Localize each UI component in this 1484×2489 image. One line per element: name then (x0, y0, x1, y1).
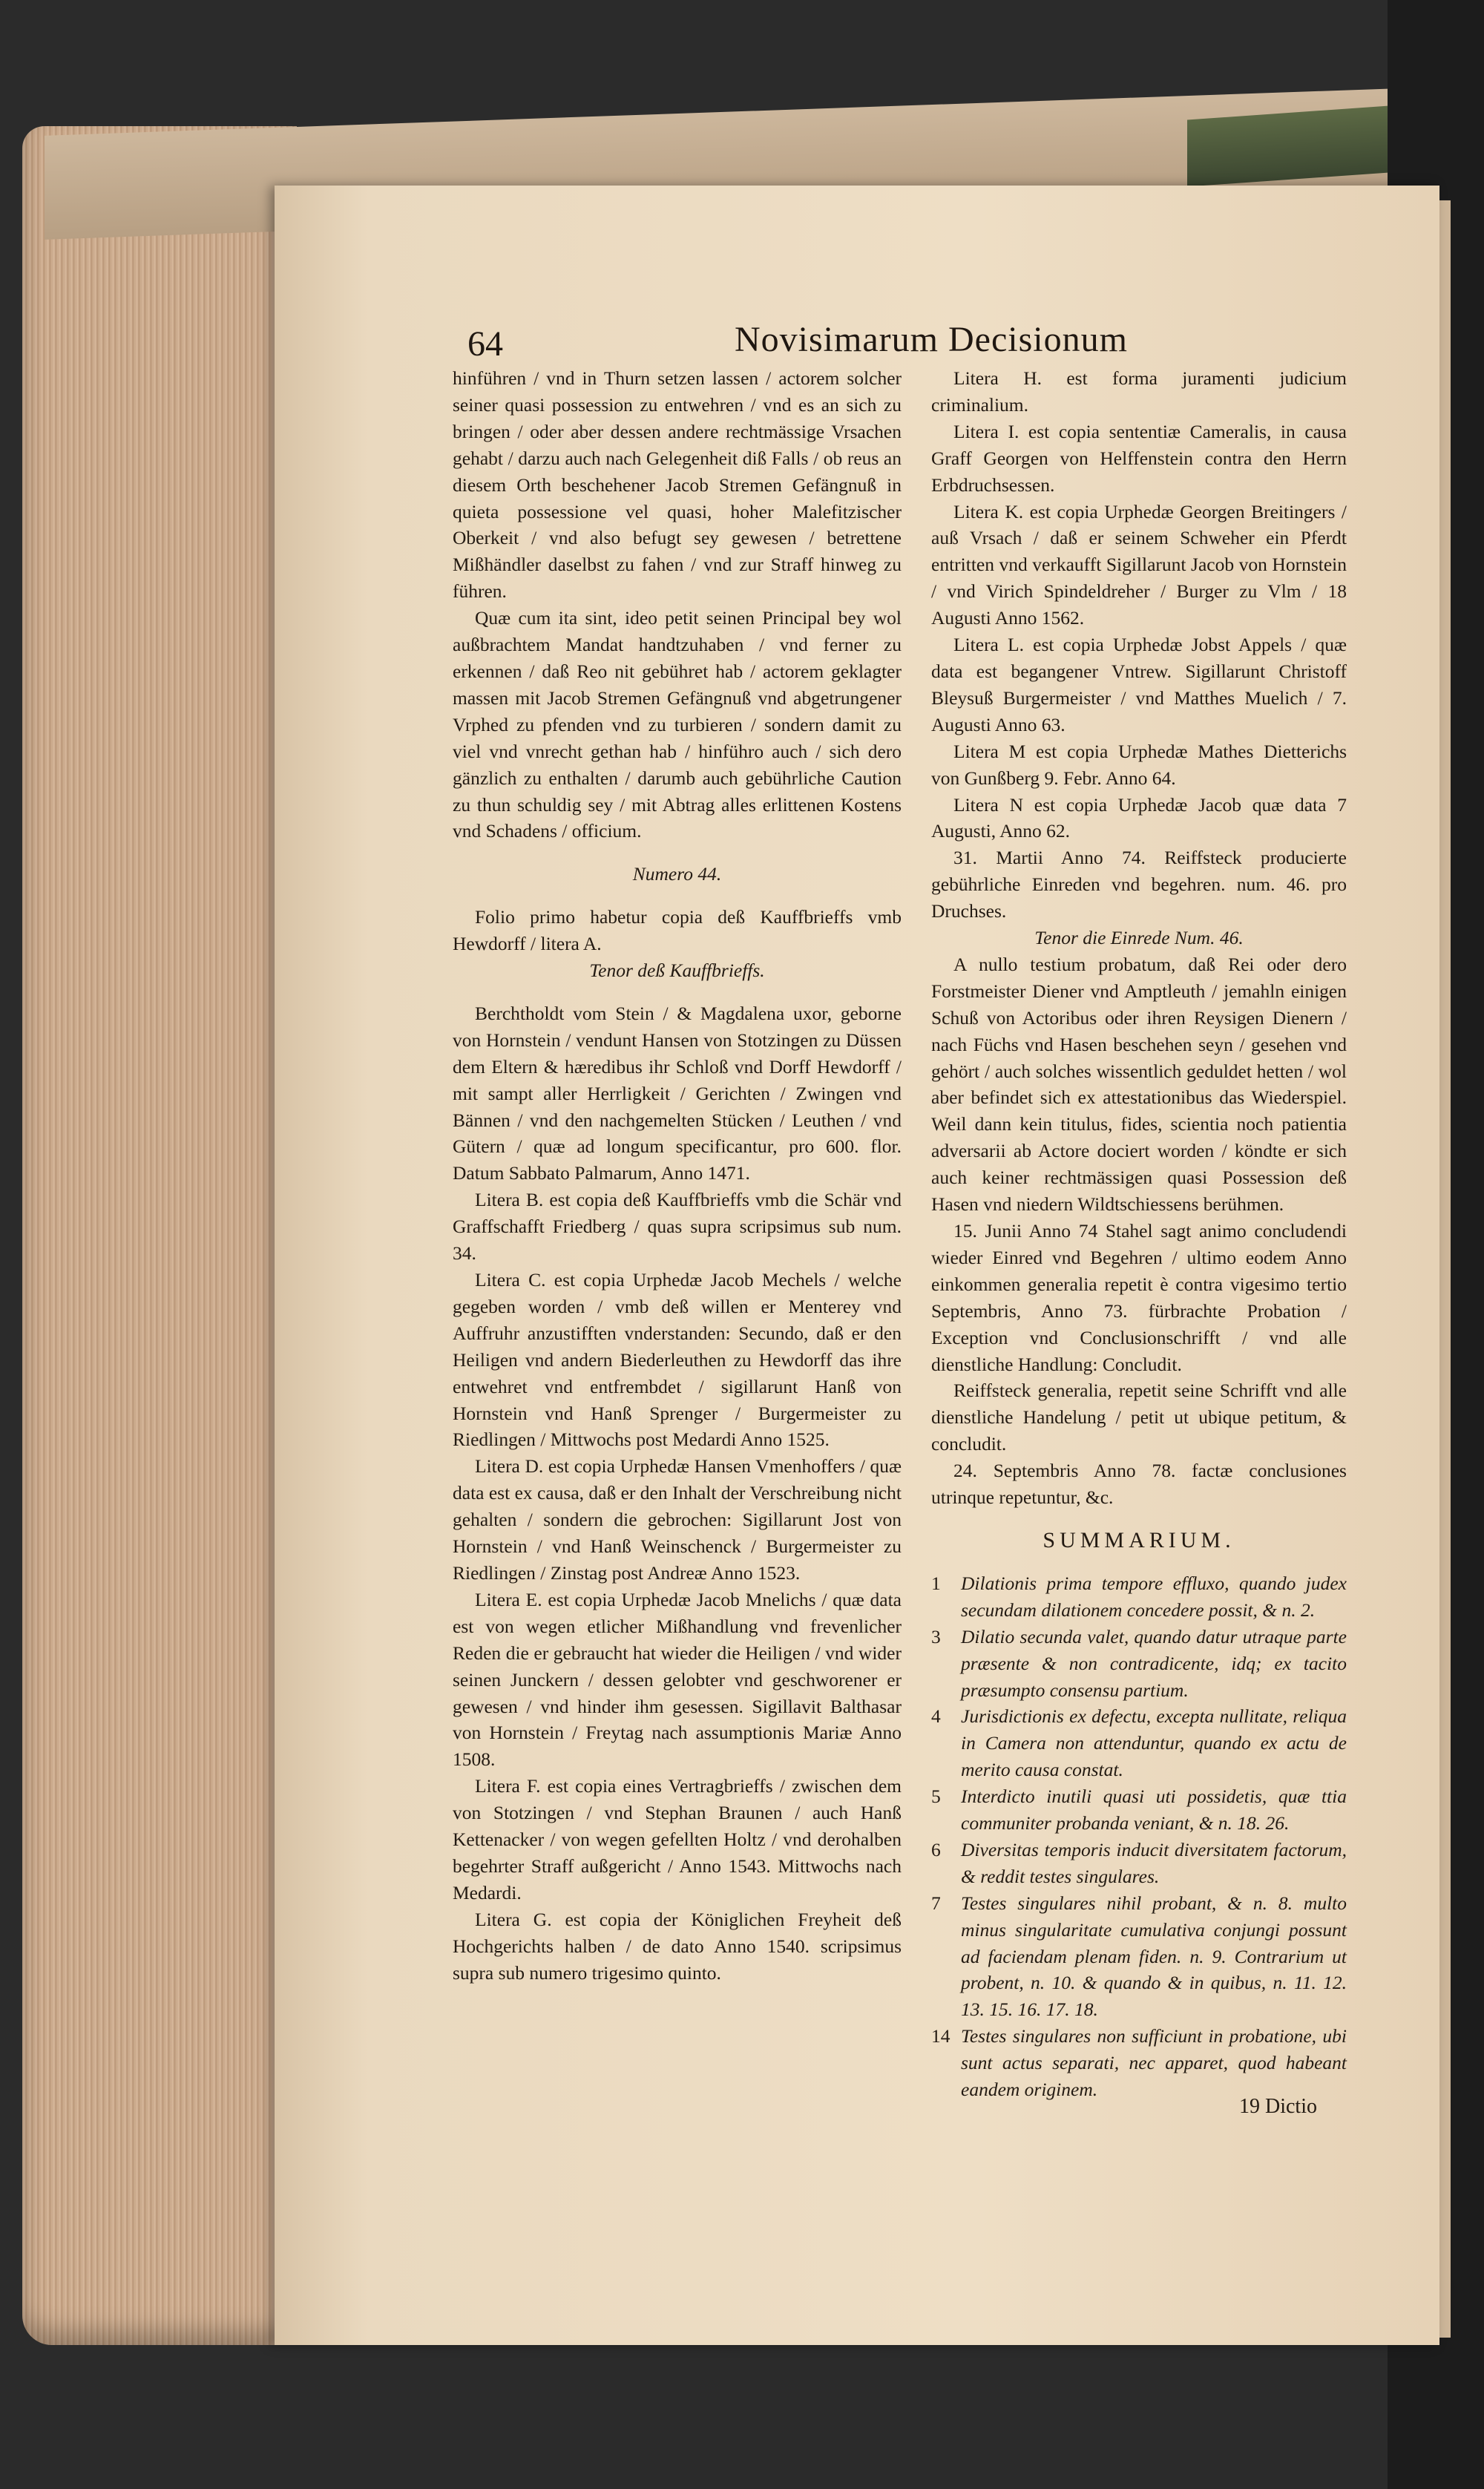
summary-item (931, 1624, 1347, 1704)
paragraph: 15. Junii Anno 74 Stahel sagt animo concludendi wieder Einred vnd Begehren / ultimo eodem Anno einkommen generalia repetit è contra vigesimo tertio Septembris, Anno 73. fürbrachte Probation / Exception vnd Conclusionschrifft / vnd alle dienstliche Handlung: Concludit. (931, 1220, 1347, 1375)
summary-item (931, 1890, 1347, 2024)
paragraph: Litera D. est copia Urphedæ Hansen Vmenhoffers / quæ data est ex causa, daß er den Inhalt der Verschreibung nicht gehalten / sondern die gebrochen: Sigillarunt Jost von Hornstein / vnd Hanß Weinschenck / Burgermeister zu Riedlingen / Zinstag post Andreæ Anno 1523. (453, 1455, 902, 1584)
summary-number: 5 (931, 1785, 941, 1808)
summary-text: Jurisdictionis ex defectu, excepta nullitate, reliqua in Camera non attenduntur, quando ex actu de merito causa constat. (961, 1705, 1347, 1781)
summarium-heading: SUMMARIUM. (1043, 1527, 1235, 1552)
paragraph: Litera N est copia Urphedæ Jacob quæ data 7 Augusti, Anno 62. (931, 793, 1347, 842)
paragraph: Litera G. est copia der Königlichen Freyheit deß Hochgerichts halben / de dato Anno 1540. scripsimus supra sub numero trigesimo quinto. (453, 1908, 902, 1984)
paragraph: Quæ cum ita sint, ideo petit seinen Principal bey wol außbrachtem Mandat handtzuhaben / vnd ferner zu erkennen / daß Reo nit gebühret hab / actorem geklagter massen mit Jacob Stremen Gefängnuß vnd abgetrungener Vrphed zu pfenden vnd zu turbieren / sondern damit zu viel vnd vnrecht gethan hab / hinführo auch / sich dero gänzlich zu enthalten / darumb auch gebührliche Caution zu thun schuldig sey / mit Abtrag alles erlittenen Kostens vnd Schadens / officium. (453, 607, 902, 842)
book-page-edges (22, 126, 297, 2345)
paragraph: 24. Septembris Anno 78. factæ conclusiones utrinque repetuntur, &c. (931, 1460, 1347, 1509)
summary-item (931, 1837, 1347, 1890)
paragraph: 31. Martii Anno 74. Reiffsteck producierte gebührliche Einreden vnd begehren. num. 46. pro Druchses. (931, 847, 1347, 922)
paragraph: Litera F. est copia eines Vertragbrieffs / zwischen dem von Stotzingen / vnd Stephan Braunen / auch Hanß Kettenacker / von wegen gefellten Holtz / vnd derohalben begehrter Straff außgericht / Anno 1543. Mittwochs nach Medardi. (453, 1775, 902, 1903)
paragraph: hinführen / vnd in Thurn setzen lassen / actorem solcher seiner quasi possession zu entwehren / vnd es an sich zu bringen / oder aber dessen andere rechtmässige Vrsachen gehabt / darzu auch nach Gelegenheit diß Falls / ob reus an diesem Orth beschehener Jacob Stremen Gefängnuß in quieta possessione vel quasi, hoher Malefitzischer Oberkeit / vnd also befugt sey gewesen / betrettene Mißhändler daselbst zu fahen / vnd zur Straff hinweg zu führen. (453, 367, 902, 603)
summary-text: Testes singulares nihil probant, & n. 8. multo minus singularitate cumulativa conjungi possunt ad faciendam plenam fiden. n. 9. Contrarium ut probent, n. 10. & quando & in quibus, n. 11. 12. 13. 15. 16. 17. 18. (961, 1892, 1347, 2021)
summary-item (931, 2023, 1347, 2103)
summary-number: 1 (931, 1572, 941, 1594)
paragraph: Litera K. est copia Urphedæ Georgen Breitingers / auß Vrsach / daß er seinem Schweher ein Pferdt entritten vnd verkaufft Sigillarunt Jacob von Hornstein / vnd Virich Spindeldreher / Burger zu Vlm / 18 Augusti Anno 1562. (931, 500, 1347, 629)
summary-text: Interdicto inutili quasi uti possidetis, quæ ttia communiter probanda veniant, & n. 18. 26. (961, 1785, 1347, 1834)
running-title: Novisimarum Decisionum (735, 320, 1128, 359)
summary-item (931, 1570, 1347, 1624)
summary-item (931, 1783, 1347, 1837)
summary-number: 7 (931, 1892, 941, 1914)
left-column (453, 365, 902, 1986)
summary-item (931, 1703, 1347, 1783)
summary-number: 6 (931, 1838, 941, 1860)
paragraph: Litera M est copia Urphedæ Mathes Dietterichs von Gunßberg 9. Febr. Anno 64. (931, 740, 1347, 789)
summary-text: Testes singulares non sufficiunt in probatione, ubi sunt actus separati, nec apparet, quod habeant eandem originem. (961, 2025, 1347, 2101)
paragraph: Litera E. est copia Urphedæ Jacob Mnelichs / quæ data est von wegen etlicher Mißhandlung vnd frevenlicher Reden die er gebraucht hat wieder die Heiligen / vnd wider seinen Junckern / dessen gelobter vnd geschworener er gewesen / vnd hinder ihm gesessen. Sigillavit Balthasar von Hornstein / Freytag nach assumptionis Mariæ Anno 1508. (453, 1588, 902, 1771)
page-number: 64 (467, 324, 503, 364)
paragraph: Folio primo habetur copia deß Kauffbrieffs vmb Hewdorff / litera A. (453, 906, 902, 955)
paragraph: A nullo testium probatum, daß Rei oder dero Forstmeister Diener vnd Amptleuth / jemahln einigen Schuß von Actoribus oder ihren Reysigen Dienern / nach Füchs vnd Hasen beschehen seyn / gesehen vnd gehört / auch solches wissentlich geduldet hetten / wol aber befindet sich ex attestationibus das Wiederspiel. Weil dann kein titulus, fides, scientia noch patientia adversarii ab Actore dociert worden / köndte er sich auch keiner rechtmässigen quasi Possession deß Hasen vnd niedern Wildtschiessens berühmen. (931, 953, 1347, 1216)
section-heading: Tenor deß Kauffbrieffs. (589, 960, 765, 982)
summary-number: 4 (931, 1705, 941, 1728)
summary-text: Dilatio secunda valet, quando datur utraque parte præsente & non contradicente, idq; ex tacito præsumpto consensu partium. (961, 1625, 1347, 1701)
paragraph: Reiffsteck generalia, repetit seine Schrifft vnd alle dienstliche Handelung / petit ut ubique petitum, & concludit. (931, 1380, 1347, 1455)
paragraph: Litera B. est copia deß Kauffbrieffs vmb die Schär vnd Graffschafft Friedberg / quas supra scripsimus sub num. 34. (453, 1189, 902, 1265)
paragraph: Litera I. est copia sententiæ Cameralis, in causa Graff Georgen von Helffenstein contra den Herrn Erbdruchsessen. (931, 420, 1347, 496)
summary-number: 3 (931, 1625, 941, 1647)
paragraph: Litera L. est copia Urphedæ Jobst Appels / quæ data est begangener Vntrew. Sigillarunt Christoff Bleysuß Burgermeister / vnd Matthes Muelich / 7. Augusti Anno 63. (931, 634, 1347, 735)
paragraph: Litera C. est copia Urphedæ Jacob Mechels / welche gegeben worden / vmb deß willen er Menterey vnd Auffruhr anzustifften vnderstanden: Secundo, daß er den Heiligen vnd andern Biederleuthen zu Hewdorff das ihre entwehret vnd entfrembdet / sigillarunt Hanß von Hornstein vnd Hanß Sprenger / Burgermeister zu Riedlingen / Mittwochs post Medardi Anno 1525. (453, 1269, 902, 1451)
catchword: 19 Dictio (1239, 2095, 1317, 2118)
section-heading: Tenor die Einrede Num. 46. (1034, 927, 1244, 949)
right-column (931, 365, 1347, 2103)
paragraph: Litera H. est forma juramenti judicium criminalium. (931, 367, 1347, 416)
summary-text: Diversitas temporis inducit diversitatem factorum, & reddit testes singulares. (961, 1838, 1347, 1887)
paragraph: Berchtholdt vom Stein / & Magdalena uxor, geborne von Hornstein / vendunt Hansen von Stotzingen zu Düssen dem Eltern & hæredibus ihr Schloß vnd Dorff Hewdorff / mit sampt aller Herrligkeit / Gerichten / Zwingen vnd Bännen / vnd den nachgemelten Stücken / Leuthen / vnd Gütern / quæ ad longum specificantur, pro 600. flor. Datum Sabbato Palmarum, Anno 1471. (453, 1002, 902, 1184)
section-heading: Numero 44. (632, 863, 722, 885)
summary-text: Dilationis prima tempore effluxo, quando judex secundam dilationem concedere possit, & n. 2. (961, 1572, 1347, 1621)
summary-number: 14 (931, 2025, 951, 2047)
